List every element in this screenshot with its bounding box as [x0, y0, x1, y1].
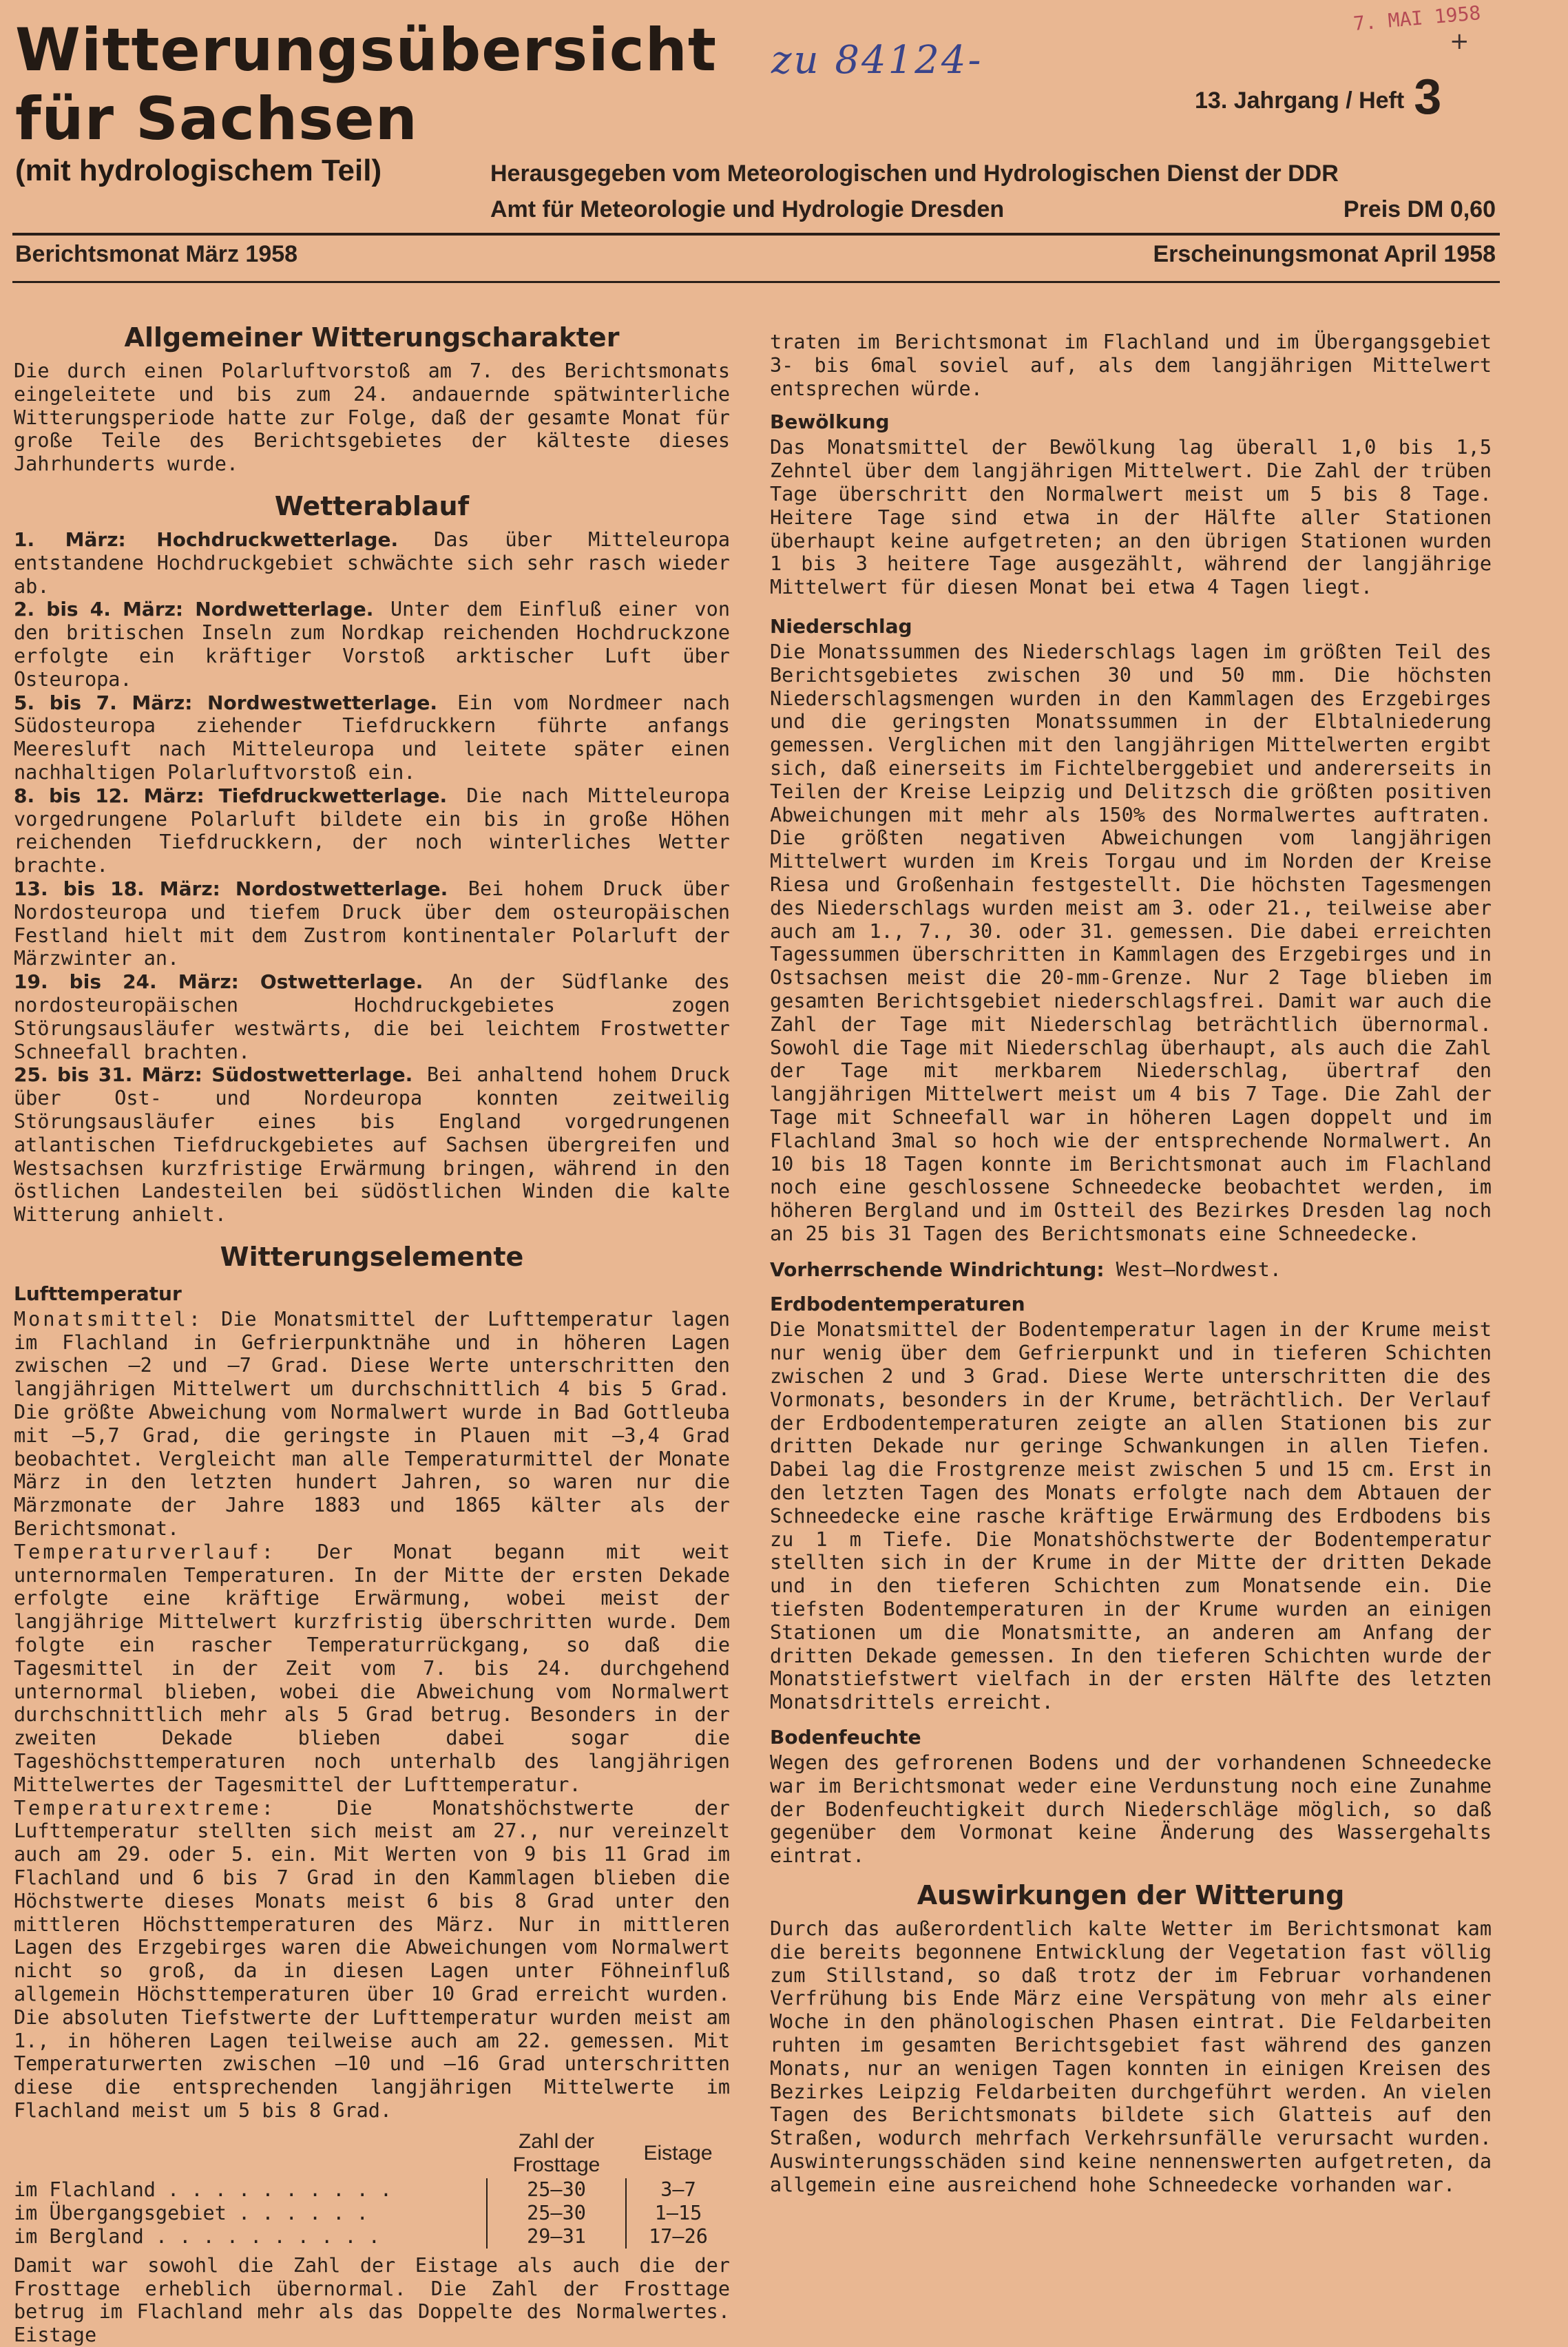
issue-info — [1195, 69, 1441, 125]
wind-value: West—Nordwest. — [1104, 1258, 1282, 1281]
frost-days-table — [14, 2129, 730, 2249]
course-item-text: Die nach Mitteleuropa vorgedrungene Polarluft bildete ein bis in große Höhen reichenden Tiefdruckkern, der noch winterliches Wetter brachte. — [14, 784, 730, 877]
table-row — [14, 2202, 730, 2225]
month-bar — [15, 241, 1496, 268]
masthead-subtitle: (mit hydrologischem Teil) — [15, 154, 382, 187]
air-course-text — [14, 1541, 730, 1797]
course-item — [14, 784, 730, 877]
table-cell-region: im Flachland . . . . . . . . . . — [14, 2178, 393, 2201]
header-rule-top — [12, 233, 1500, 236]
course-item-text: Bei anhaltend hohem Druck über Ost- und Nordeuropa konnten zeitweilig Störungsausläufer eines bis England vorgedrungenen atlantischen Tiefdruckgebietes auf Sachsen übergreifen und Westsachsen kurzfristige Erwärmung bringen, während in den östlichen Landesteilen bei südöstlichen Winden die kalte Witterung anhielt. — [14, 1063, 730, 1227]
table-cell-ice: 1—15 — [626, 2202, 730, 2225]
air-extreme-text — [14, 1797, 730, 2122]
price: Preis DM 0,60 — [1343, 196, 1496, 222]
heading-effects: Auswirkungen der Witterung — [917, 1880, 1345, 1911]
course-item-lead: 8. bis 12. März: Tiefdruckwetterlage. — [14, 784, 448, 807]
publisher-block — [490, 156, 1496, 227]
course-item-lead: 5. bis 7. März: Nordwestwetterlage. — [14, 691, 438, 714]
heading-weather-elements: Witterungselemente — [220, 1241, 524, 1272]
table-cell-region: im Übergangsgebiet . . . . . . — [14, 2201, 368, 2224]
course-item-lead: 25. bis 31. März: Südostwetterlage. — [14, 1063, 413, 1087]
table-cell-frost: 25—30 — [487, 2202, 626, 2225]
right-column — [770, 331, 1492, 2197]
course-item-lead: 1. März: Hochdruckwetterlage. — [14, 528, 399, 551]
course-item-lead: 13. bis 18. März: Nordostwetterlage. — [14, 877, 448, 900]
course-item — [14, 1063, 730, 1227]
air-course-lead: Temperaturverlauf: — [14, 1540, 276, 1563]
table-cell-ice: 3—7 — [626, 2178, 730, 2202]
air-extreme-lead: Temperaturextreme: — [14, 1796, 276, 1819]
table-cell-frost: 29—31 — [487, 2225, 626, 2249]
soil-temperature-text: Die Monatsmittel der Bodentemperatur lagen in der Krume meist nur wenig über dem Gefrierpunkt und in tieferen Schichten zwischen 2 und 3 Grad. Diese Werte unterschritten die des Vormonats, besonders in der Krume, beträchtlich. Der Verlauf der Erdbodentemperaturen zeigte an allen Stationen bis zur dritten Dekade nur geringe Schwankungen in allen Tiefen. Dabei lag die Frostgrenze meist zwischen 5 und 15 cm. Erst in den letzten Tagen des Monats erfolgte nach dem Abtauen der Schneedecke eine rasche kräftige Erwärmung des Erdbodens bis zu 1 m Tiefe. Die Monatshöchstwerte der Bodentemperatur stellten sich in der Krume in der Mitte der dritten Dekade und in den tieferen Schichten zum Monatsende ein. Die tiefsten Bodentemperaturen in der Krume wurden an einigen Stationen um die Monatsmitte, an anderen am Anfang der dritten Dekade gemessen. In den tieferen Schichten wurde der Monatstiefstwert vielfach in der ersten Hälfte des letzten Monatsdrittels erreicht. — [770, 1318, 1492, 1714]
soil-moisture-text: Wegen des gefrorenen Bodens und der vorhandenen Schneedecke war im Berichtsmonat weder eine Verdunstung noch eine Zunahme der Bodenfeuchtigkeit durch Niederschläge möglich, so daß gegenüber dem Vormonat keine Änderung des Wassergehalts eintrat. — [770, 1751, 1492, 1868]
air-monthly-lead: Monatsmittel: — [14, 1307, 204, 1331]
issue-text: 13. Jahrgang / Heft — [1195, 87, 1405, 114]
wind-lead: Vorherrschende Windrichtung: — [770, 1258, 1105, 1281]
course-item-text: Bei hohem Druck über Nordosteuropa und tiefem Druck über dem osteuropäischen Festland hielt mit dem Zustrom kontinentaler Polarluft der Märzwinter an. — [14, 877, 730, 970]
table-cell-frost: 25—30 — [487, 2178, 626, 2202]
table-cell-ice: 17—26 — [626, 2225, 730, 2249]
table-row — [14, 2178, 730, 2202]
issue-month: Erscheinungsmonat April 1958 — [1153, 241, 1496, 267]
report-month: Berichtsmonat März 1958 — [15, 241, 298, 267]
course-item-lead: 2. bis 4. März: Nordwetterlage. — [14, 598, 374, 621]
course-item — [14, 528, 730, 598]
air-extreme-body: Die Monatshöchstwerte der Lufttemperatur stellten sich meist am 27., nur vereinzelt auch am 29. oder 5. ein. Mit Werten von 9 bis 11 Grad im Flachland und 6 bis 7 Grad in den Kammlagen blieben die Höchstwerte dieses Monats meist 6 bis 8 Grad unter den mittleren Höchsttemperaturen des März. Nur in mittleren Lagen des Erzgebirges waren die Abweichungen vom Normalwert nicht so groß, da in diesen Lagen unter Föhneinfluß allgemein Höchsttemperaturen über 10 Grad erreicht wurden. Die absoluten Tiefstwerte der Lufttemperatur wurden meist am 1., in höheren Lagen teilweise auch am 22. gemessen. Mit Temperaturwerten zwischen —10 und —16 Grad unterschritten diese die entsprechenden langjährigen Mittelwerte im Flachland meist um 5 bis 8 Grad. — [14, 1796, 730, 2122]
heading-weather-course: Wetterablauf — [274, 490, 470, 521]
precipitation-text: Die Monatssummen des Niederschlags lagen im größten Teil des Berichtsgebietes zwischen 30 und 50 mm. Die höchsten Niederschlagsmengen wurden in den Kammlagen des Erzgebirges und die geringsten Monatssummen in der Elbtalniederung gemessen. Verglichen mit den langjährigen Mittelwerten ergibt sich, daß einerseits im Fichtelberggebiet und andererseits in Teilen der Kreise Leipzig und Delitzsch die größten positiven Abweichungen mit mehr als 150% des Normalwertes auftraten. Die größten negativen Abweichungen vom langjährigen Mittelwert wurden im Kreis Torgau und im Norden der Kreise Riesa und Großenhain festgestellt. Die höchsten Tagesmengen des Niederschlags wurden meist am 3. oder 21., teilweise aber auch am 1., 7., 30. oder 31. gemessen. Die dabei erreichten Tagessummen überschritten in Kammlagen des Erzgebirges und in Ostsachsen meist die 20-mm-Grenze. Nur 2 Tage blieben im gesamten Berichtsgebiet niederschlagsfrei. Damit war auch die Zahl der Tage mit Niederschlag beträchtlich übernormal. Sowohl die Tage mit Niederschlag überhaupt, als auch die Zahl der Tage mit merkbarem Niederschlag, übertraf den langjährigen Mittelwert meist um 4 bis 7 Tage. Die Zahl der Tage mit Schneefall war in höheren Lagen doppelt und im Flachland 3mal so hoch wie der entsprechende Normalwert. An 10 bis 18 Tagen konnte im Berichtsmonat auch im Flachland noch eine geschlossene Schneedecke beobachtet werden, im höheren Bergland und im Ostteil des Bezirkes Dresden lag noch an 25 bis 31 Tagen des Berichtsmonats eine Schneedecke. — [770, 640, 1492, 1245]
publisher-line-2: Amt für Meteorologie und Hydrologie Dresden — [490, 196, 1005, 222]
heading-soil-temperature: Erdbodentemperaturen — [770, 1293, 1025, 1316]
wind-text — [770, 1258, 1492, 1282]
course-item — [14, 691, 730, 784]
course-item — [14, 970, 730, 1063]
heading-air-temperature: Lufttemperatur — [14, 1282, 182, 1305]
course-item — [14, 877, 730, 970]
after-table-text: Damit war sowohl die Zahl der Eistage als auch die der Frosttage erheblich übernormal. Die Zahl der Frosttage betrug im Flachland mehr als das Doppelte des Normalwertes. Eistage — [14, 2253, 730, 2347]
header-rule-bottom — [12, 281, 1500, 283]
table-row — [14, 2225, 730, 2249]
stamp-mark: + — [1450, 28, 1470, 55]
effects-text: Durch das außerordentlich kalte Wetter im Berichtsmonat kam die bereits begonnene Entwicklung der Vegetation fast völlig zum Stillstand, so daß trotz der im Februar vorhandenen Verfrühung bis Ende März eine Verspätung von mehr als einer Woche in den phänologischen Phasen eintrat. Die Feldarbeiten ruhten im gesamten Berichtsgebiet fast während des ganzen Monats, nur an wenigen Tagen konnten in einigen Kreisen des Bezirkes Leipzig Feldarbeiten durchgeführt werden. An vielen Tagen des Berichtsmonats bildete sich Glatteis auf den Straßen, wodurch mehrfach Verkehrsunfälle verursacht wurden. Auswinterungsschäden sind keine nennenswerten aufgetreten, da allgemein eine ausreichend hohe Schneedecke vorhanden war. — [770, 1917, 1492, 2196]
air-monthly-body: Die Monatsmittel der Lufttemperatur lagen im Flachland in Gefrierpunktnähe und in höheren Lagen zwischen —2 und —7 Grad. Diese Werte unterschritten den langjährigen Mittelwert um durchschnittlich 4 bis 5 Grad. Die größte Abweichung vom Normalwert wurde in Bad Gottleuba mit —5,7 Grad, die geringste in Plauen mit —3,4 Grad beobachtet. Vergleicht man alle Temperaturmittel der Monate März in den letzten hundert Jahren, so waren nur die Märzmonate der Jahre 1883 und 1865 kälter als der Berichtsmonat. — [14, 1307, 730, 1541]
course-item — [14, 598, 730, 691]
course-item-text: Unter dem Einfluß einer von den britischen Inseln zum Nordkap reichenden Hochdruckzone erfolgte ein kräftiger Vorstoß arktischer Luft über Osteuropa. — [14, 598, 730, 691]
frost-table-header-ice: Eistage — [643, 2141, 713, 2165]
frost-table-header-frost: Zahl der Frosttage — [512, 2129, 600, 2176]
heading-precipitation: Niederschlag — [770, 614, 912, 638]
title-line-2: für Sachsen — [15, 85, 418, 154]
air-monthly-text — [14, 1308, 730, 1541]
title-line-1: Witterungsübersicht — [15, 16, 718, 85]
handwritten-note: zu 84124- — [771, 38, 983, 83]
issue-number: 3 — [1414, 70, 1442, 125]
course-item-lead: 19. bis 24. März: Ostwetterlage. — [14, 970, 424, 994]
heading-clouds: Bewölkung — [770, 410, 890, 434]
table-cell-region: im Bergland . . . . . . . . . . — [14, 2224, 380, 2248]
received-stamp: 7. MAI 1958 — [1352, 1, 1482, 36]
heading-general-character: Allgemeiner Witterungscharakter — [124, 322, 620, 353]
air-course-body: Der Monat begann mit weit unternormalen Temperaturen. In der Mitte der ersten Dekade erfolgte eine kräftige Erwärmung, wobei meist der langjährige Mittelwert kurzfristig überschritten wurde. Dem folgte ein rascher Temperaturrückgang, so daß die Tagesmittel in der Zeit vom 7. bis 24. durchgehend unternormal blieben, wobei die Abweichung vom Normalwert durchschnittlich mehr als 5 Grad betrug. Besonders in der zweiten Dekade blieben dabei sogar die Tageshöchsttemperaturen noch unterhalb des langjährigen Mittelwertes der Tagesmittel der Lufttemperatur. — [14, 1540, 730, 1796]
left-column — [14, 318, 730, 2347]
publisher-line-1: Herausgegeben vom Meteorologischen und Hydrologischen Dienst der DDR — [490, 160, 1339, 187]
course-item-text: Ein vom Nordmeer nach Südosteuropa ziehender Tiefdruckkern führte anfangs Meeresluft nach Mitteleuropa und leitete später einen nachhaltigen Polarluftvorstoß ein. — [14, 691, 730, 784]
ice-days-continuation: traten im Berichtsmonat im Flachland und im Übergangsgebiet 3- bis 6mal soviel auf, als dem langjährigen Mittelwert entsprechen würde. — [770, 331, 1492, 400]
heading-soil-moisture: Bodenfeuchte — [770, 1726, 921, 1749]
course-item-text: Das über Mitteleuropa entstandene Hochdruckgebiet schwächte sich sehr rasch wieder ab. — [14, 528, 730, 598]
clouds-text: Das Monatsmittel der Bewölkung lag überall 1,0 bis 1,5 Zehntel über dem langjährigen Mittelwert. Die Zahl der trüben Tage überschritt den Normalwert meist um 5 bis 8 Tage. Heitere Tage sind etwa in der Hälfte aller Stationen überhaupt keine aufgetreten; an den übrigen Stationen wurden 1 bis 3 heitere Tage ausgezählt, während der langjährige Mittelwert für diesen Monat bei etwa 4 Tagen liegt. — [770, 436, 1492, 599]
general-character-text: Die durch einen Polarluftvorstoß am 7. des Berichtsmonats eingeleitete und bis zum 24. andauernde spätwinterliche Witterungsperiode hatte zur Folge, daß der gesamte Monat für große Teile des Berichtsgebietes der kälteste dieses Jahrhunderts wurde. — [14, 359, 730, 476]
course-item-text: An der Südflanke des nordosteuropäischen Hochdruckgebietes zogen Störungsausläufer westwärts, die bei leichtem Frostwetter Schneefall brachten. — [14, 970, 730, 1063]
